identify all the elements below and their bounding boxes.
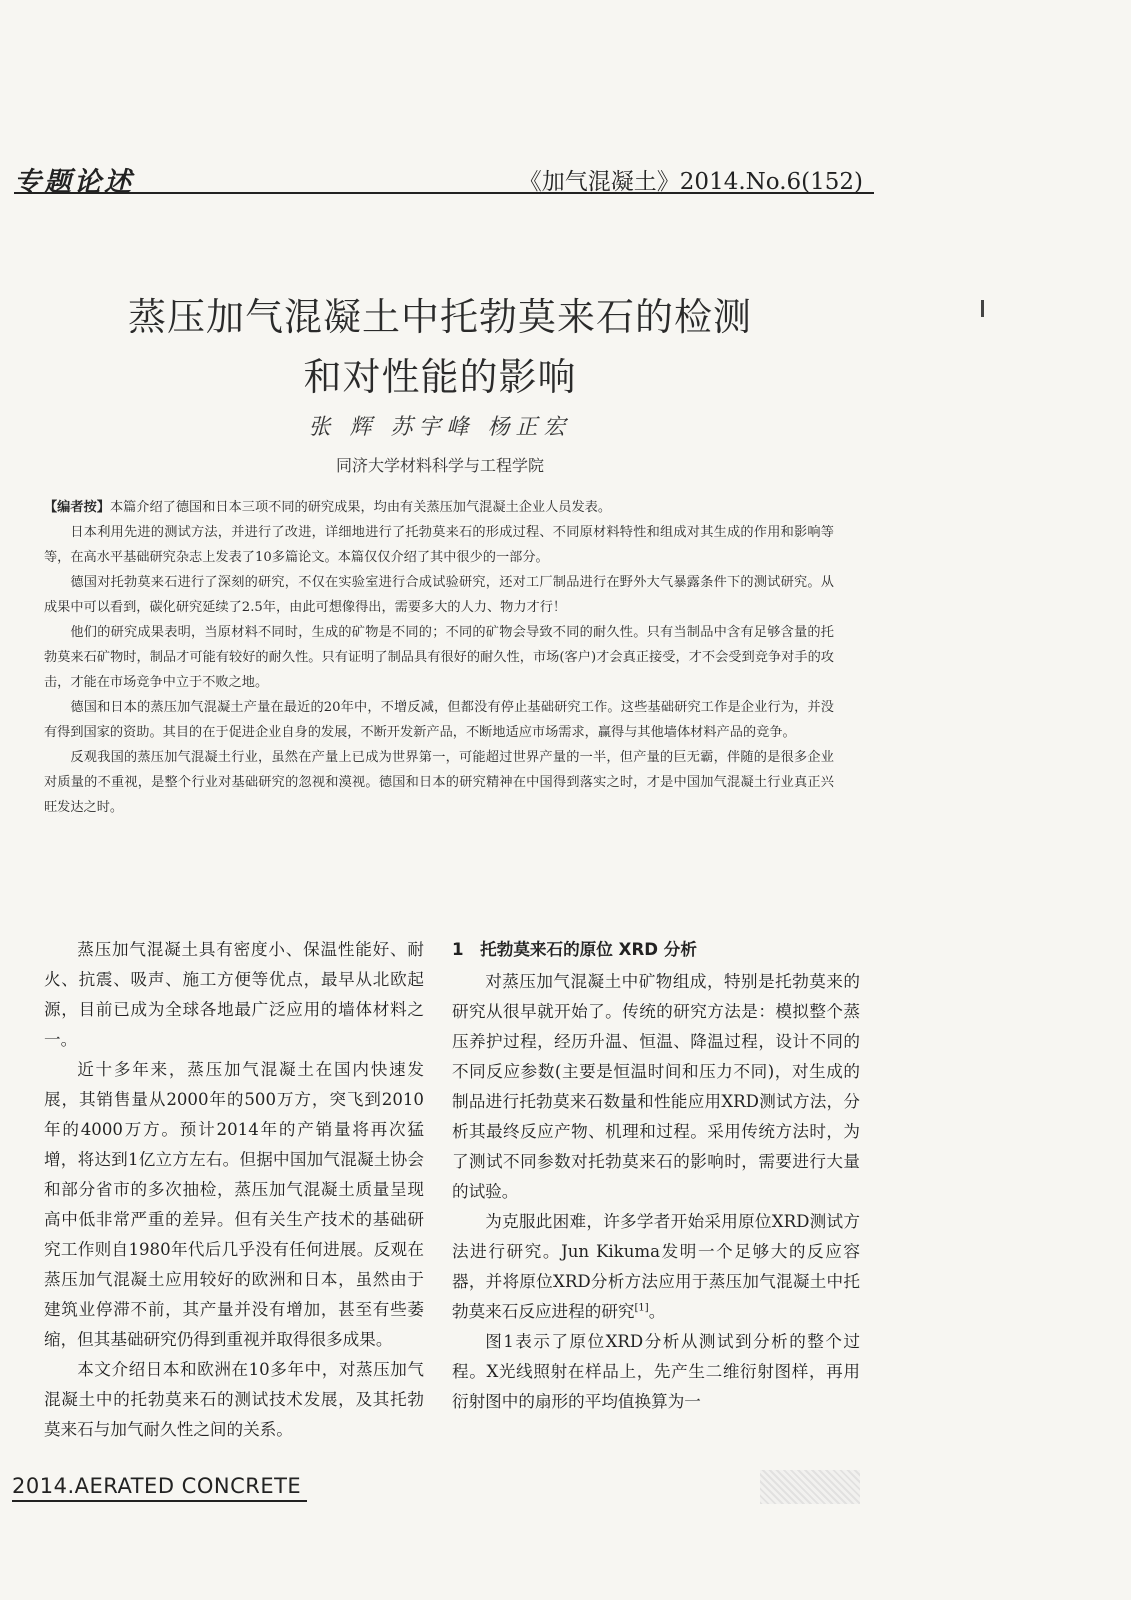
body-paragraph: 本文介绍日本和欧洲在10多年中，对蒸压加气混凝土中的托勃莫来石的测试技术发展，及其托勃莫来石与加气耐久性之间的关系。 — [44, 1360, 424, 1439]
margin-mark — [981, 300, 984, 317]
section-label: 专题论述 — [14, 167, 134, 198]
editor-note-label: 【编者按】 — [44, 500, 110, 515]
editor-note-paragraph: 日本利用先进的测试方法，并进行了改进，详细地进行了托勃莫来石的形成过程、不同原材料特性和组成对其生成的作用和影响等等，在高水平基础研究杂志上发表了10多篇论文。本篇仅仅介绍了其中很少的一部分。 — [44, 525, 834, 565]
citation: [1] — [634, 1302, 649, 1314]
article-title-line-2: 和对性能的影响 — [303, 355, 577, 399]
header-rule — [14, 192, 874, 194]
body-text: 。 — [648, 1302, 666, 1321]
editor-note-paragraph — [44, 495, 834, 520]
editor-note-paragraph: 反观我国的蒸压加气混凝土行业，虽然在产量上已成为世界第一，可能超过世界产量的一半，但产量的巨无霸，伴随的是很多企业对质量的不重视，是整个行业对基础研究的忽视和漠视。德国和日本的研究精神在中国得到落实之时，才是中国加气混凝土行业真正兴旺发达之时。 — [44, 750, 834, 815]
body-paragraph — [452, 1207, 860, 1327]
editor-note-paragraph: 他们的研究成果表明，当原材料不同时，生成的矿物是不同的；不同的矿物会导致不同的耐久性。只有当制品中含有足够含量的托勃莫来石矿物时，制品才可能有较好的耐久性。只有证明了制品具有很好的耐久性，市场(客户)才会真正接受，才不会受到竞争对手的攻击，才能在市场竞争中立于不败之地。 — [44, 625, 834, 690]
body-paragraph: 蒸压加气混凝土具有密度小、保温性能好、耐火、抗震、吸声、施工方便等优点，最早从北欧起源，目前已成为全球各地最广泛应用的墙体材料之一。 — [44, 940, 424, 1049]
body-paragraph: 对蒸压加气混凝土中矿物组成，特别是托勃莫来的研究从很早就开始了。传统的研究方法是：模拟整个蒸压养护过程，经历升温、恒温、降温过程，设计不同的不同反应参数(主要是恒温时间和压力不同)，对生成的制品进行托勃莫来石数量和性能应用XRD测试方法，分析其最终反应产物、机理和过程。采用传统方法时，为了测试不同参数对托勃莫来石的影响时，需要进行大量的试验。 — [452, 972, 860, 1201]
body-paragraph: 近十多年来，蒸压加气混凝土在国内快速发展，其销售量从2000年的500万方，突飞到2010年的4000万方。预计2014年的产销量将再次猛增，将达到1亿立方左右。但据中国加气混凝土协会和部分省市的多次抽检，蒸压加气混凝土质量呈现高中低非常严重的差异。但有关生产技术的基础研究工作则自1980年代后几乎没有任何进展。反观在蒸压加气混凝土应用较好的欧洲和日本，虽然由于建筑业停滞不前，其产量并没有增加，甚至有些萎缩，但其基础研究仍得到重视并取得很多成果。 — [44, 1060, 424, 1349]
left-column — [44, 935, 424, 1445]
body-paragraph: 图1表示了原位XRD分析从测试到分析的整个过程。X光线照射在样品上，先产生二维衍射图样，再用衍射图中的扇形的平均值换算为一 — [452, 1332, 860, 1411]
footer-journal-name: 2014.AERATED CONCRETE — [12, 1474, 302, 1498]
editor-note-paragraph: 德国对托勃莫来石进行了深刻的研究，不仅在实验室进行合成试验研究，还对工厂制品进行在野外大气暴露条件下的测试研究。从成果中可以看到，碳化研究延续了2.5年，由此可想像得出，需要多大的人力、物力才行！ — [44, 575, 834, 615]
footer-rule — [12, 1500, 307, 1502]
editor-note-paragraph: 德国和日本的蒸压加气混凝土产量在最近的20年中，不增反减，但都没有停止基础研究工作。这些基础研究工作是企业行为，并没有得到国家的资助。其目的在于促进企业自身的发展，不断开发新产品，不断地适应市场需求，赢得与其他墙体材料产品的竞争。 — [44, 700, 834, 740]
right-column — [452, 935, 860, 1417]
article-title-line-1: 蒸压加气混凝土中托勃莫来石的检测 — [127, 295, 752, 339]
journal-info: 《加气混凝土》2014.No.6(152) — [518, 169, 863, 195]
body-text: 为克服此困难，许多学者开始采用原位XRD测试方法进行研究。Jun Kikuma发明一个足够大的反应容器，并将原位XRD分析方法应用于蒸压加气混凝土中托勃莫来石反应进程的研究 — [452, 1212, 860, 1321]
editor-note — [44, 495, 834, 820]
authors: 张 辉 苏宇峰 杨正宏 — [308, 415, 572, 440]
scan-smudge — [760, 1470, 860, 1504]
affiliation: 同济大学材料科学与工程学院 — [335, 456, 544, 475]
editor-note-text: 本篇介绍了德国和日本三项不同的研究成果，均由有关蒸压加气混凝土企业人员发表。 — [109, 500, 612, 515]
section-heading: 1 托勃莫来石的原位 XRD 分析 — [452, 940, 697, 959]
